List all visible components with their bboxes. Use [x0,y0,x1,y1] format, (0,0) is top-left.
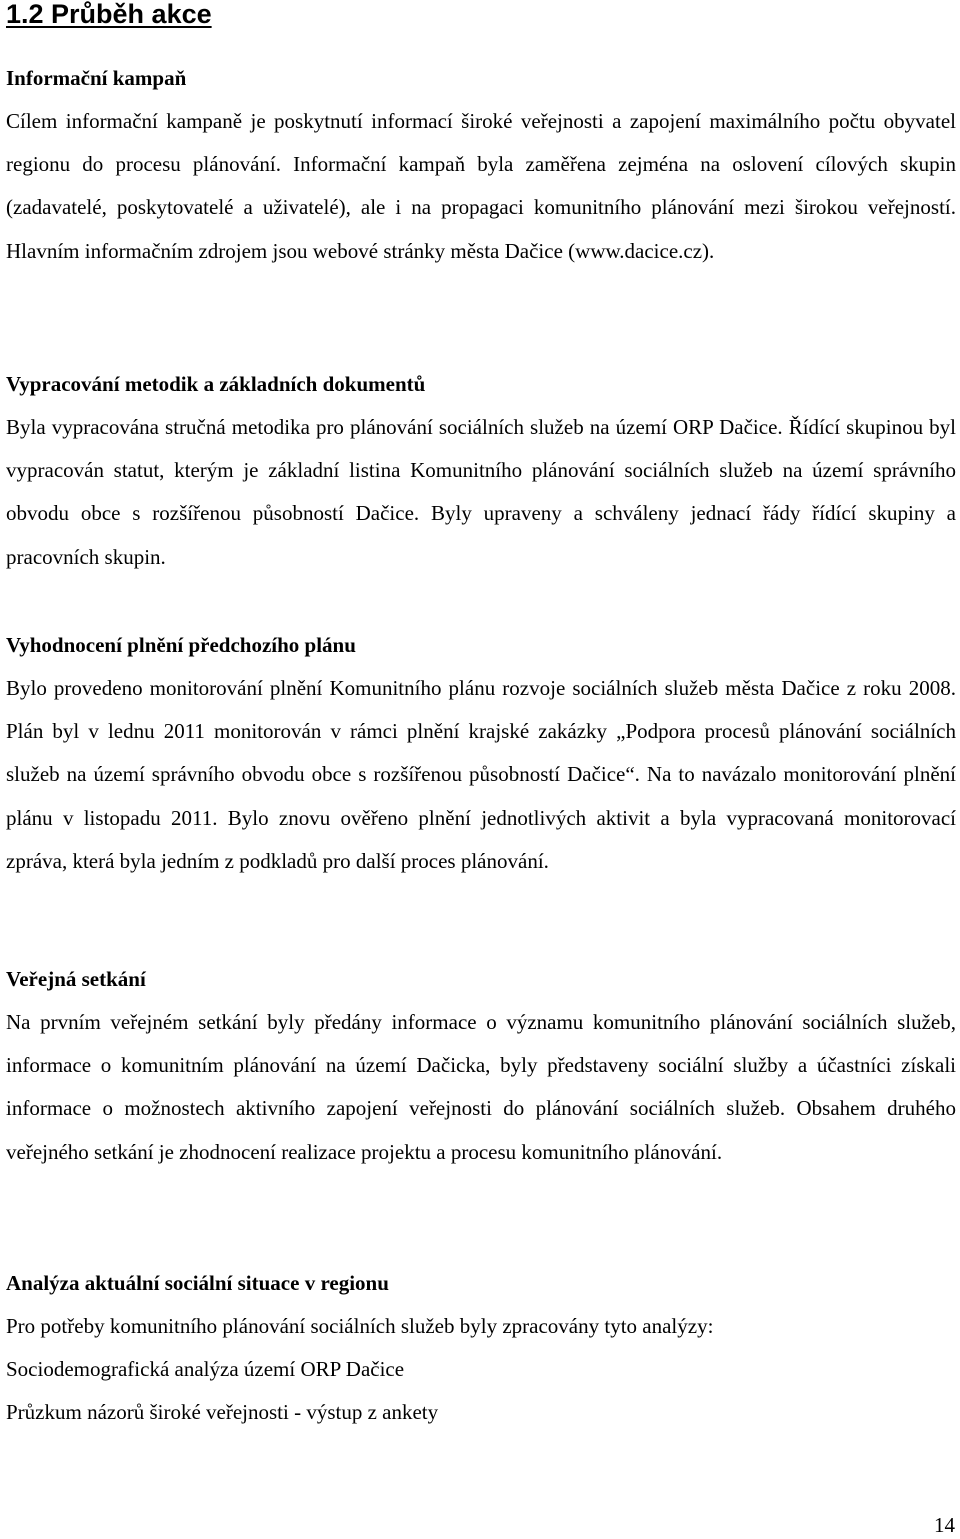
analysis-list-item: Průzkum názorů široké veřejnosti - výstup z ankety [6,1400,439,1425]
section-situation-analysis [6,1262,956,1435]
section-heading: Analýza aktuální sociální situace v regionu [6,1271,389,1295]
section-plan-evaluation [6,624,956,883]
chapter-title: 1.2 Průběh akce [6,0,212,29]
section-heading: Veřejná setkání [6,967,146,991]
section-paragraph: Byla vypracována stručná metodika pro plánování sociálních služeb na území ORP Dačice. Řídící skupinou byl vypracován statut, kterým je základní listina Komunitního plánování sociálních služeb na území správního obvodu obce s rozšířenou působností Dačice. Byly upraveny a schváleny jednací řády řídící skupiny a pracovních skupin. [6,415,956,569]
section-paragraph: Na prvním veřejném setkání byly předány informace o významu komunitního plánování sociálních služeb, informace o komunitním plánování na území Dačicka, byly představeny sociální služby a účastníci získali informace o možnostech aktivního zapojení veřejnosti do plánování sociálních služeb. Obsahem druhého veřejného setkání je zhodnocení realizace projektu a procesu komunitního plánování. [6,1010,956,1164]
section-heading: Vyhodnocení plnění předchozího plánu [6,633,356,657]
section-paragraph: Cílem informační kampaně je poskytnutí informací široké veřejnosti a zapojení maximálního počtu obyvatel regionu do procesu plánování. Informační kampaň byla zaměřena zejména na oslovení cílových skupin (zadavatelé, poskytovatelé a uživatelé), ale i na propagaci komunitního plánování mezi širokou veřejností. Hlavním informačním zdrojem jsou webové stránky města Dačice (www.dacice.cz). [6,109,956,263]
section-paragraph: Pro potřeby komunitního plánování sociálních služeb byly zpracovány tyto analýzy: [6,1314,714,1338]
page-number: 14 [934,1513,955,1537]
section-heading: Vypracování metodik a základních dokumentů [6,372,426,396]
analysis-list-item: Sociodemografická analýza území ORP Dačice [6,1357,405,1382]
section-heading: Informační kampaň [6,66,187,90]
section-public-meetings [6,958,956,1174]
section-information-campaign [6,57,956,273]
section-paragraph: Bylo provedeno monitorování plnění Komunitního plánu rozvoje sociálních služeb města Dačice z roku 2008. Plán byl v lednu 2011 monitorován v rámci plnění krajské zakázky „Podpora procesů plánování sociálních služeb na území správního obvodu obce s rozšířenou působností Dačice“. Na to navázalo monitorování plnění plánu v listopadu 2011. Bylo znovu ověřeno plnění jednotlivých aktivit a byla vypracovaná monitorovací zpráva, která byla jedním z podkladů pro další proces plánování. [6,676,956,873]
section-methodology [6,363,956,579]
